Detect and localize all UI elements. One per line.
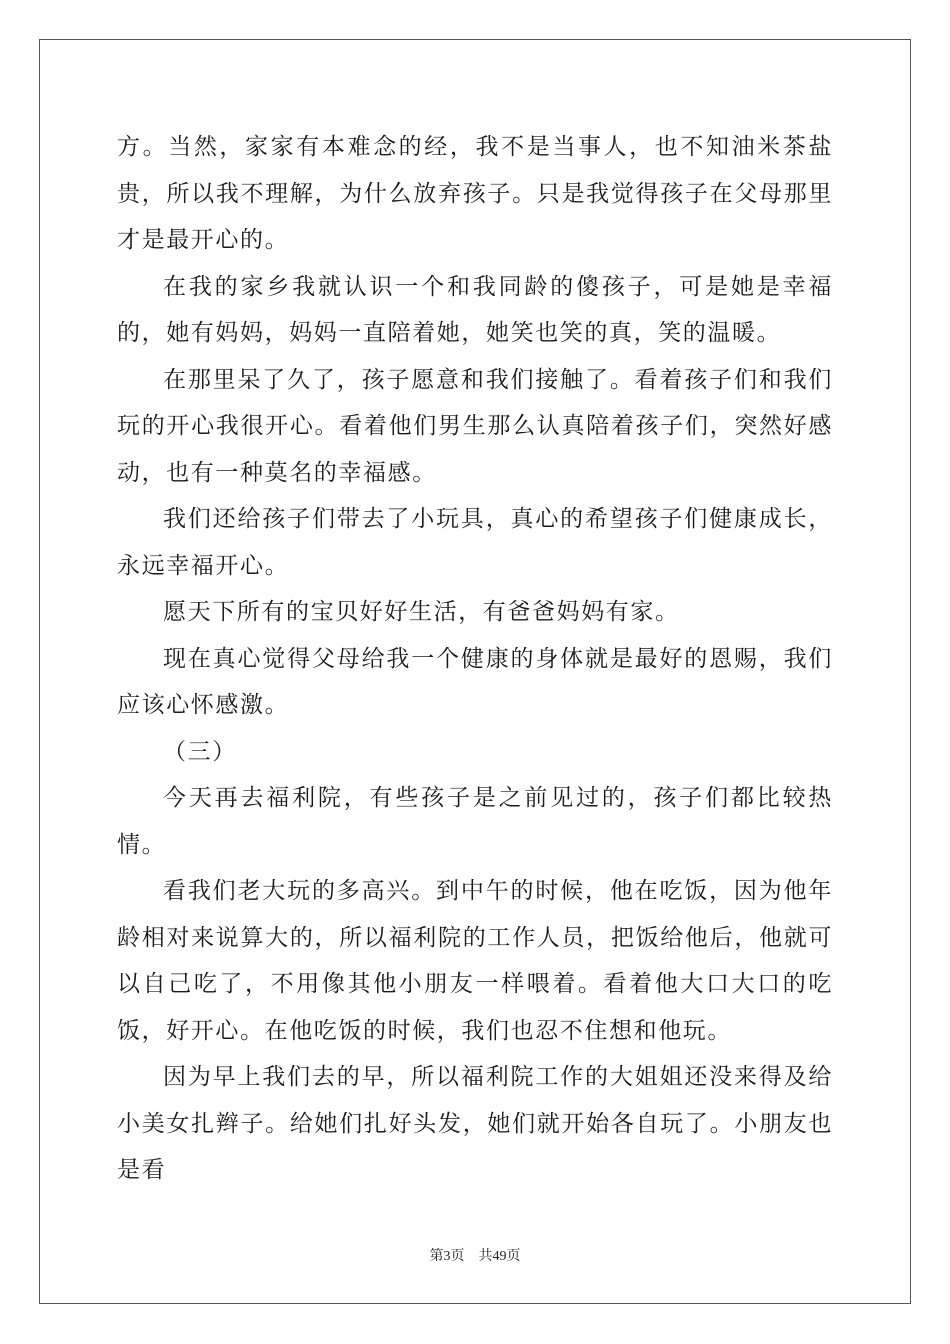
- paragraph: 在那里呆了久了，孩子愿意和我们接触了。看着孩子们和我们玩的开心我很开心。看着他们男生那么认真陪着孩子们，突然好感动，也有一种莫名的幸福感。: [117, 366, 833, 486]
- paragraph: 愿天下所有的宝贝好好生活，有爸爸妈妈有家。: [163, 599, 680, 625]
- paragraph: 方。当然，家家有本难念的经，我不是当事人，也不知油米茶盐贵，所以我不理解，为什么放弃孩子。只是我觉得孩子在父母那里才是最开心的。: [117, 134, 833, 253]
- document-body: [117, 124, 833, 1194]
- section-heading: （三）: [163, 738, 237, 765]
- paragraph: 今天再去福利院，有些孩子是之前见过的，孩子们都比较热情。: [117, 785, 833, 858]
- paragraph: 在我的家乡我就认识一个和我同龄的傻孩子，可是她是幸福的，她有妈妈，妈妈一直陪着她，她笑也笑的真，笑的温暖。: [117, 273, 833, 346]
- page-total: 共49页: [478, 1249, 521, 1264]
- paragraph: 现在真心觉得父母给我一个健康的身体就是最好的恩赐，我们应该心怀感激。: [117, 645, 833, 718]
- paragraph: 因为早上我们去的早，所以福利院工作的大姐姐还没来得及给小美女扎辫子。给她们扎好头发，她们就开始各自玩了。小朋友也是看: [117, 1064, 833, 1183]
- page-footer: [0, 1245, 950, 1265]
- page-number: 第3页: [429, 1249, 465, 1264]
- paragraph: 我们还给孩子们带去了小玩具，真心的希望孩子们健康成长，永远幸福开心。: [117, 506, 833, 579]
- paragraph: 看我们老大玩的多高兴。到中午的时候，他在吃饭，因为他年龄相对来说算大的，所以福利院的工作人员，把饭给他后，他就可以自己吃了，不用像其他小朋友一样喂着。看着他大口大口的吃饭，好开心。在他吃饭的时候，我们也忍不住想和他玩。: [117, 878, 833, 1044]
